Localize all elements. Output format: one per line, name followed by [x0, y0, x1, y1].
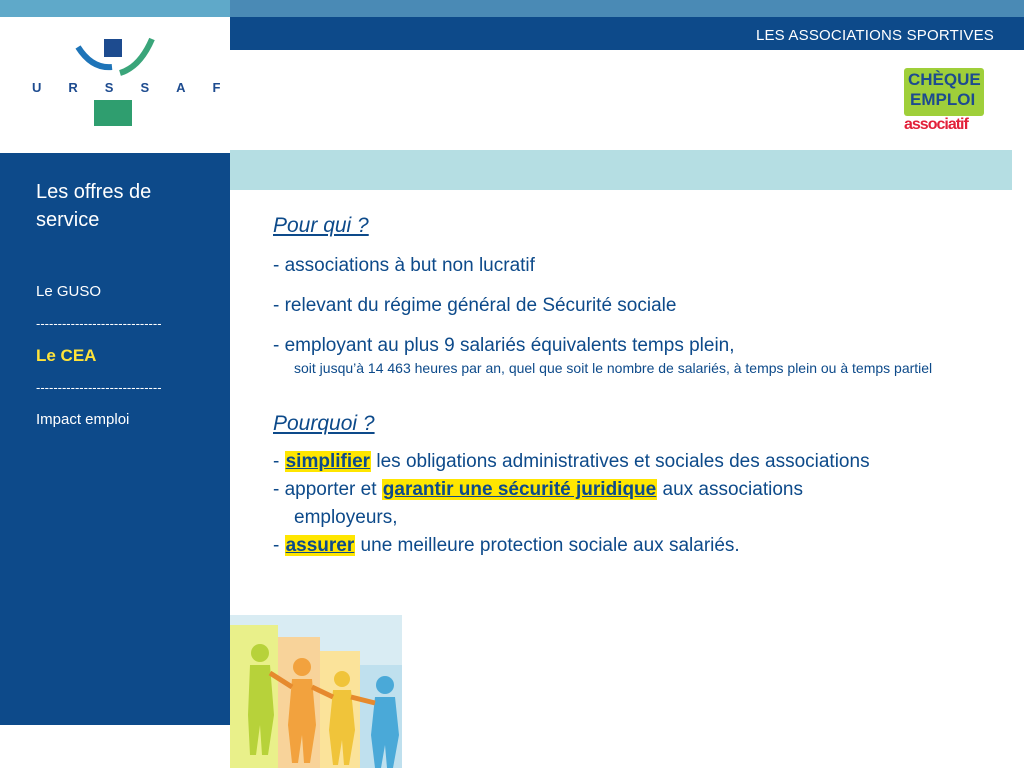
pour-qui-line-3: - employant au plus 9 salariés équivalents temps plein,	[273, 335, 735, 356]
logo-text: URSSAF	[32, 80, 248, 95]
sidebar-separator: -----------------------------	[36, 380, 162, 395]
sidebar-title: Les offres de service	[36, 181, 152, 231]
cheque-emploi-badge	[904, 68, 984, 138]
sidebar-separator: -----------------------------	[36, 316, 162, 331]
pour-qui-line-1: - associations à but non lucratif	[273, 255, 535, 276]
highlight-assurer: assurer	[285, 535, 355, 556]
pourquoi-l1-prefix: -	[273, 451, 285, 472]
sidebar	[0, 153, 230, 725]
pourquoi-l3-prefix: -	[273, 535, 285, 556]
pourquoi-line-2	[273, 478, 1003, 502]
pour-qui-note: soit jusqu’à 14 463 heures par an, quel que soit le nombre de salariés, à temps plein ou à temps partiel	[294, 360, 933, 376]
badge-line2: EMPLOI	[910, 90, 976, 109]
pour-qui-line-2: - relevant du régime général de Sécurité sociale	[273, 295, 677, 316]
highlight-simplifier: simplifier	[285, 451, 371, 472]
main-content	[273, 214, 1003, 558]
pourquoi-l3-rest: une meilleure protection sociale aux salariés.	[355, 535, 740, 556]
decorative-band	[230, 150, 1012, 190]
people-illustration	[230, 615, 410, 768]
urssaf-logo	[0, 17, 248, 153]
header-title: LES ASSOCIATIONS SPORTIVES	[755, 27, 994, 44]
sidebar-item-guso[interactable]: Le GUSO	[36, 283, 102, 300]
top-strip-left	[0, 0, 230, 17]
pourquoi-line-3	[273, 534, 1003, 558]
pourquoi-l2-rest: aux associations	[657, 479, 803, 500]
badge-line3: associatif	[904, 116, 968, 133]
pourquoi-line-2-cont: employeurs,	[294, 507, 398, 528]
heading-pour-qui: Pour qui ?	[273, 214, 369, 237]
highlight-garantir: garantir une sécurité juridique	[382, 479, 657, 500]
badge-line1: CHÈQUE	[908, 70, 981, 89]
pourquoi-line-1	[273, 450, 1003, 474]
header-bar	[230, 17, 1024, 50]
sidebar-item-impact-emploi[interactable]: Impact emploi	[36, 411, 130, 428]
top-strip-right	[230, 0, 1024, 17]
pourquoi-l1-rest: les obligations administratives et sociales des associations	[371, 451, 870, 472]
sidebar-item-cea[interactable]: Le CEA	[36, 346, 97, 365]
pourquoi-l2-prefix: - apporter et	[273, 479, 382, 500]
sidebar-footer	[0, 725, 230, 768]
heading-pourquoi: Pourquoi ?	[273, 412, 375, 435]
